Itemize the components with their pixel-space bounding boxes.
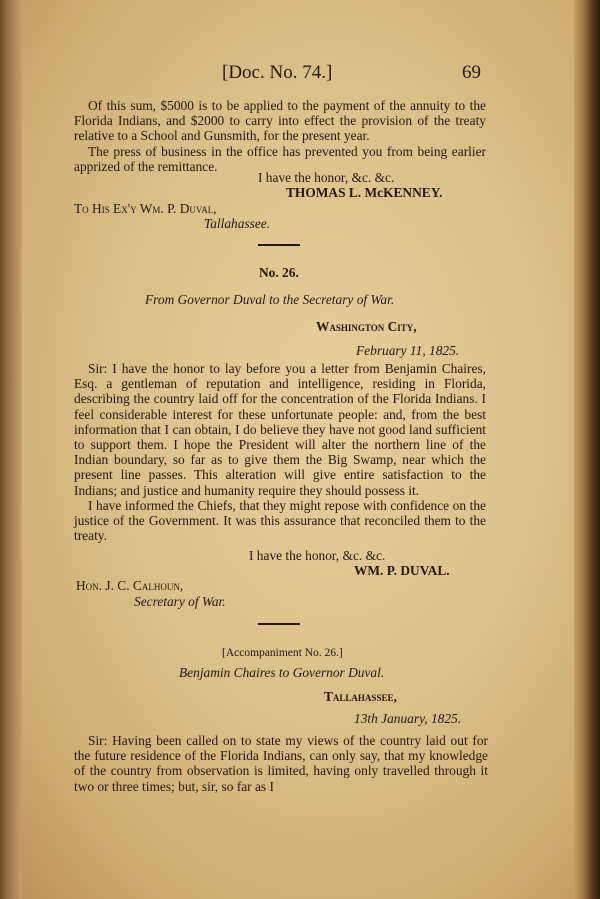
letter-number: No. 26. xyxy=(259,265,299,280)
paragraph: The press of business in the office has prevented you from being earlier apprized of the remittance. xyxy=(74,143,486,174)
closing-line: I have the honor, &c. &c. xyxy=(258,170,395,185)
accompaniment-place: Tallahassee, xyxy=(324,689,397,704)
paragraph: Sir: Having been called on to state my views of the country laid out for the future residence of the Florida Indians, can only say, that my knowledge of the country from observation is limited, having only travelled through it two or three times; but, sir, so far as I xyxy=(74,733,488,794)
letter-body xyxy=(74,361,486,543)
page-edge xyxy=(574,0,600,899)
book-spine xyxy=(0,0,22,899)
addressee-title: Secretary of War. xyxy=(134,594,226,609)
accompaniment-title: Benjamin Chaires to Governor Duval. xyxy=(179,665,385,680)
accompaniment-date: 13th January, 1825. xyxy=(354,711,462,726)
letter-title: From Governor Duval to the Secretary of War. xyxy=(145,292,395,307)
paragraph: Of this sum, $5000 is to be applied to the payment of the annuity to the Florida Indians, and $2000 to carry into effect the provision of the treaty relative to a School and Gunsmith, for the present year. xyxy=(74,98,486,144)
section-divider xyxy=(258,623,300,625)
accompaniment-label: [Accompaniment No. 26.] xyxy=(222,647,343,659)
section-divider xyxy=(258,244,300,246)
closing-line: I have the honor, &c. &c. xyxy=(249,548,386,563)
addressee-place: Tallahassee. xyxy=(204,216,271,231)
addressee: Hon. J. C. Calhoun, xyxy=(76,578,184,593)
paragraph: Sir: I have the honor to lay before you a letter from Benjamin Chaires, Esq. a gentleman of reputation and intelligence, residing in Florida, describing the country laid off for the concentration of the Florida Indians. I feel considerable interest for these unfortunate people: and, from the best information that I can obtain, I do believe they have not good land sufficient to support them. I hope the President will alter the northern line of the Indian boundary, so far as to give them the Big Swamp, near which the present line passes. This alteration will give entire satisfaction to the Indians; and justice and humanity require they should possess it. xyxy=(74,361,486,498)
signature: THOMAS L. McKENNEY. xyxy=(286,185,443,200)
accompaniment-body xyxy=(74,733,488,794)
addressee: To His Ex'y Wm. P. Duval, xyxy=(74,201,217,216)
paragraph: I have informed the Chiefs, that they might repose with confidence on the justice of the Government. It was this assurance that reconciled them to the treaty. xyxy=(74,497,486,544)
letter-place: Washington City, xyxy=(316,319,417,334)
letter-date: February 11, 1825. xyxy=(356,343,460,358)
doc-number-header: [Doc. No. 74.] xyxy=(222,62,333,83)
top-letter-body xyxy=(74,98,486,174)
page-number: 69 xyxy=(462,62,481,83)
signature: WM. P. DUVAL. xyxy=(354,563,450,578)
